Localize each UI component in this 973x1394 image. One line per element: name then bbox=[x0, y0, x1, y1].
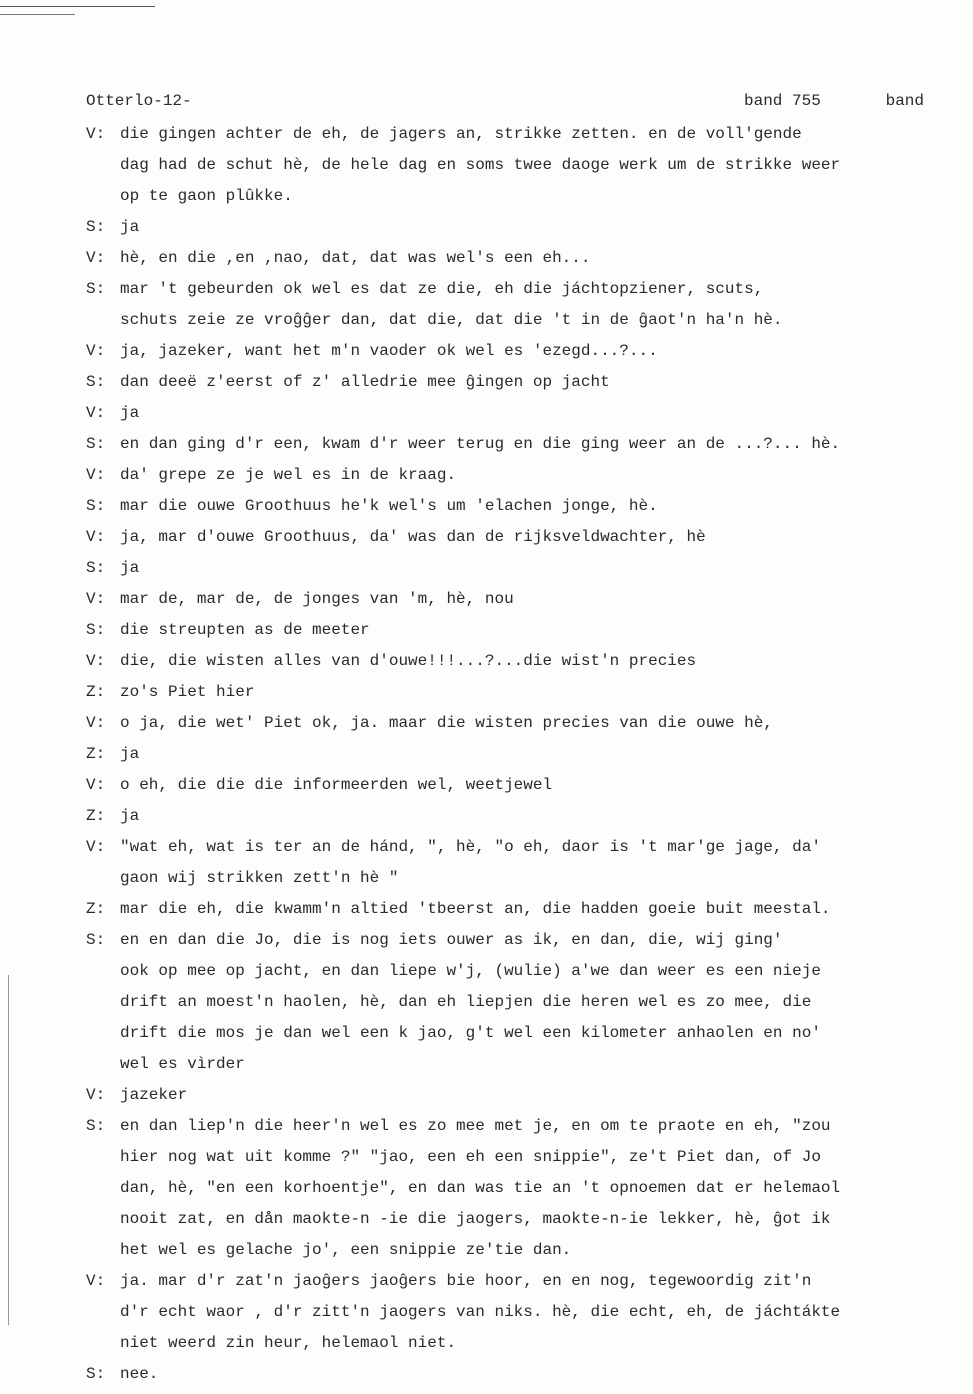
speaker-label: Z: bbox=[86, 900, 106, 918]
utterance-line: ook op mee op jacht, en dan liepe w'j, (wulie) a'we dan weer es een nieje bbox=[120, 962, 821, 980]
utterance bbox=[120, 1111, 936, 1266]
utterance-line: gaon wij strikken zett'n hè " bbox=[120, 869, 399, 887]
utterance-line: da' grepe ze je wel es in de kraag. bbox=[120, 466, 457, 484]
utterance bbox=[120, 925, 936, 1080]
utterance-line: nooit zat, en dån maokte-n -ie die jaogers, maokte-n-ie lekker, hè, ĝot ik bbox=[120, 1210, 831, 1228]
utterance-line: ja, mar d'ouwe Groothuus, da' was dan de rijksveldwachter, hè bbox=[120, 528, 706, 546]
utterance bbox=[120, 553, 936, 584]
document-id: Otterlo-12- bbox=[86, 92, 192, 110]
speaker-label: V: bbox=[86, 404, 106, 422]
utterance bbox=[120, 615, 936, 646]
speaker-label: V: bbox=[86, 249, 106, 267]
speaker-label: Z: bbox=[86, 745, 106, 763]
transcript-turn bbox=[86, 770, 936, 801]
utterance-line: ja bbox=[120, 807, 140, 825]
transcript-turn bbox=[86, 522, 936, 553]
utterance bbox=[120, 212, 936, 243]
utterance-line: nee. bbox=[120, 1365, 159, 1383]
transcript-turn bbox=[86, 894, 936, 925]
transcript-turn bbox=[86, 708, 936, 739]
utterance bbox=[120, 119, 936, 212]
utterance bbox=[120, 491, 936, 522]
speaker-label: Z: bbox=[86, 807, 106, 825]
transcript-turn bbox=[86, 615, 936, 646]
transcript-turn bbox=[86, 677, 936, 708]
utterance-line: o eh, die die die informeerden wel, weetjewel bbox=[120, 776, 553, 794]
utterance-line: niet weerd zin heur, helemaol niet. bbox=[120, 1334, 457, 1352]
speaker-label: S: bbox=[86, 497, 106, 515]
utterance-line: mar die eh, die kwamm'n altied 'tbeerst an, die hadden goeie buit meestal. bbox=[120, 900, 831, 918]
utterance-line: "wat eh, wat is ter an de hánd, ", hè, "o eh, daor is 't mar'ge jage, da' bbox=[120, 838, 821, 856]
utterance-line: dan, hè, "en een korhoentje", en dan was tie an 't opnoemen dat er helemaol bbox=[120, 1179, 841, 1197]
transcript-turn bbox=[86, 367, 936, 398]
speaker-label: V: bbox=[86, 714, 106, 732]
transcript-turn bbox=[86, 243, 936, 274]
page-header bbox=[86, 92, 926, 114]
utterance bbox=[120, 832, 936, 894]
transcript bbox=[86, 119, 936, 1390]
transcript-turn bbox=[86, 1111, 936, 1266]
utterance-line: ja bbox=[120, 745, 140, 763]
speaker-label: S: bbox=[86, 621, 106, 639]
utterance-line: wel es vìrder bbox=[120, 1055, 245, 1073]
margin-line bbox=[8, 975, 9, 1325]
utterance bbox=[120, 429, 936, 460]
utterance-line: en dan ging d'r een, kwam d'r weer terug en die ging weer an de ...?... hè. bbox=[120, 435, 841, 453]
transcript-turn bbox=[86, 212, 936, 243]
utterance-line: jazeker bbox=[120, 1086, 188, 1104]
transcript-turn bbox=[86, 553, 936, 584]
utterance-line: op te gaon plûkke. bbox=[120, 187, 293, 205]
utterance bbox=[120, 1359, 936, 1390]
utterance bbox=[120, 708, 936, 739]
utterance bbox=[120, 646, 936, 677]
speaker-label: Z: bbox=[86, 683, 106, 701]
speaker-label: S: bbox=[86, 435, 106, 453]
speaker-label: S: bbox=[86, 931, 106, 949]
utterance bbox=[120, 398, 936, 429]
speaker-label: S: bbox=[86, 218, 106, 236]
utterance-line: ja bbox=[120, 218, 140, 236]
speaker-label: V: bbox=[86, 776, 106, 794]
transcript-turn bbox=[86, 460, 936, 491]
utterance bbox=[120, 801, 936, 832]
speaker-label: S: bbox=[86, 559, 106, 577]
transcript-turn bbox=[86, 1359, 936, 1390]
tape-number: band 755 bbox=[744, 92, 821, 110]
utterance bbox=[120, 677, 936, 708]
utterance-line: en en dan die Jo, die is nog iets ouwer as ik, en dan, die, wij ging' bbox=[120, 931, 783, 949]
speaker-label: S: bbox=[86, 1365, 106, 1383]
utterance bbox=[120, 894, 936, 925]
speaker-label: S: bbox=[86, 1117, 106, 1135]
utterance bbox=[120, 1266, 936, 1359]
utterance-line: en dan liep'n die heer'n wel es zo mee met je, en om te praote en eh, "zou bbox=[120, 1117, 831, 1135]
tape-label: band bbox=[885, 92, 924, 110]
speaker-label: S: bbox=[86, 373, 106, 391]
transcript-turn bbox=[86, 274, 936, 336]
speaker-label: V: bbox=[86, 342, 106, 360]
utterance-line: ja, jazeker, want het m'n vaoder ok wel es 'ezegd...?... bbox=[120, 342, 658, 360]
utterance bbox=[120, 1080, 936, 1111]
transcript-turn bbox=[86, 429, 936, 460]
transcript-turn bbox=[86, 925, 936, 1080]
utterance-line: ja bbox=[120, 404, 140, 422]
utterance-line: dag had de schut hè, de hele dag en soms twee daoge werk um de strikke weer bbox=[120, 156, 841, 174]
transcript-turn bbox=[86, 1080, 936, 1111]
utterance-line: dan deeë z'eerst of z' alledrie mee ĝingen op jacht bbox=[120, 373, 610, 391]
speaker-label: V: bbox=[86, 1272, 106, 1290]
utterance bbox=[120, 336, 936, 367]
utterance-line: d'r echt waor , d'r zitt'n jaogers van niks. hè, die echt, eh, de jáchtákte bbox=[120, 1303, 841, 1321]
transcript-turn bbox=[86, 801, 936, 832]
top-rule bbox=[0, 6, 155, 7]
utterance-line: ja. mar d'r zat'n jaoĝers jaoĝers bie hoor, en en nog, tegewoordig zit'n bbox=[120, 1272, 812, 1290]
transcript-turn bbox=[86, 832, 936, 894]
speaker-label: V: bbox=[86, 466, 106, 484]
utterance-line: ja bbox=[120, 559, 140, 577]
transcript-turn bbox=[86, 119, 936, 212]
utterance bbox=[120, 770, 936, 801]
transcript-turn bbox=[86, 584, 936, 615]
transcript-turn bbox=[86, 491, 936, 522]
top-rule-short bbox=[0, 14, 75, 15]
utterance-line: drift an moest'n haolen, hè, dan eh liepjen die heren wel es zo mee, die bbox=[120, 993, 812, 1011]
utterance-line: die gingen achter de eh, de jagers an, strikke zetten. en de voll'gende bbox=[120, 125, 802, 143]
transcript-turn bbox=[86, 646, 936, 677]
utterance bbox=[120, 274, 936, 336]
utterance bbox=[120, 367, 936, 398]
speaker-label: V: bbox=[86, 590, 106, 608]
utterance bbox=[120, 739, 936, 770]
transcript-turn bbox=[86, 398, 936, 429]
speaker-label: V: bbox=[86, 125, 106, 143]
utterance-line: zo's Piet hier bbox=[120, 683, 255, 701]
utterance-line: o ja, die wet' Piet ok, ja. maar die wisten precies van die ouwe hè, bbox=[120, 714, 773, 732]
utterance-line: schuts zeie ze vroĝĝer dan, dat die, dat die 't in de ĝaot'n ha'n hè. bbox=[120, 311, 783, 329]
utterance bbox=[120, 522, 936, 553]
speaker-label: V: bbox=[86, 528, 106, 546]
utterance-line: mar die ouwe Groothuus he'k wel's um 'elachen jonge, hè. bbox=[120, 497, 658, 515]
utterance-line: hè, en die ,en ,nao, dat, dat was wel's een eh... bbox=[120, 249, 591, 267]
utterance-line: die streupten as de meeter bbox=[120, 621, 370, 639]
speaker-label: V: bbox=[86, 652, 106, 670]
speaker-label: S: bbox=[86, 280, 106, 298]
utterance bbox=[120, 243, 936, 274]
utterance-line: drift die mos je dan wel een k jao, g't wel een kilometer anhaolen en no' bbox=[120, 1024, 821, 1042]
utterance-line: hier nog wat uit komme ?" "jao, een eh een snippie", ze't Piet dan, of Jo bbox=[120, 1148, 821, 1166]
transcript-turn bbox=[86, 1266, 936, 1359]
speaker-label: V: bbox=[86, 838, 106, 856]
transcript-turn bbox=[86, 336, 936, 367]
transcript-turn bbox=[86, 739, 936, 770]
utterance bbox=[120, 584, 936, 615]
utterance-line: die, die wisten alles van d'ouwe!!!...?...die wist'n precies bbox=[120, 652, 697, 670]
utterance-line: het wel es gelache jo', een snippie ze'tie dan. bbox=[120, 1241, 572, 1259]
utterance-line: mar 't gebeurden ok wel es dat ze die, eh die jáchtopziener, scuts, bbox=[120, 280, 764, 298]
utterance bbox=[120, 460, 936, 491]
utterance-line: mar de, mar de, de jonges van 'm, hè, nou bbox=[120, 590, 514, 608]
speaker-label: V: bbox=[86, 1086, 106, 1104]
